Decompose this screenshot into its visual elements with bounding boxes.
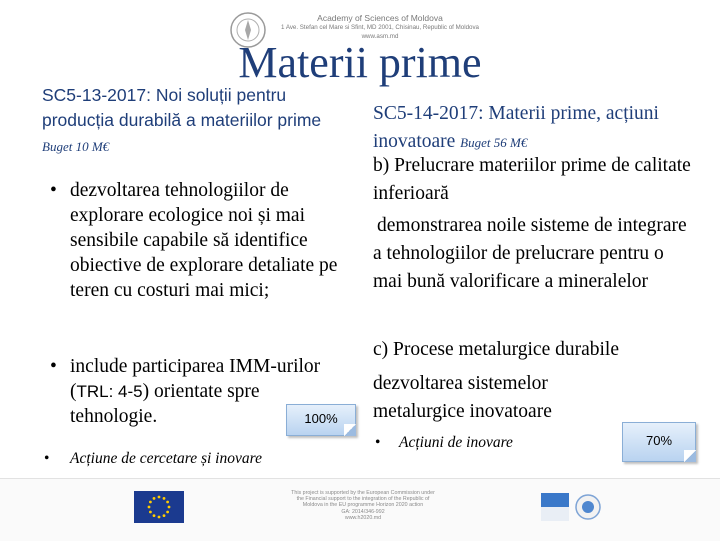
institution-name: Academy of Sciences of Moldova	[317, 13, 443, 23]
right-heading-text: SC5-14-2017: Materii prime, acțiuni inovatoare	[373, 103, 659, 152]
left-bullet-2-part-b: ) orientate spre tehnologie.	[70, 381, 260, 427]
right-b-label: b) Prelucrare materiilor prime de calitate inferioară	[373, 155, 691, 204]
institution-header	[240, 14, 520, 41]
right-heading	[373, 100, 693, 157]
right-budget: Buget 56 M€	[460, 135, 528, 150]
footer-line-5: www.h2020.md	[344, 514, 382, 521]
footer-line-4: GA: 2014/346-992	[341, 508, 385, 515]
left-bullet-3-text: Acțiune de cercetare și inovare	[70, 450, 262, 467]
left-bullet-1-text: dezvoltarea tehnologiilor de explorare ecologice noi și mai sensibile capabile să identifice obiective de explorare detaliate pe teren cu costuri mai mici;	[70, 180, 338, 301]
right-c-text: dezvoltarea sistemelor metalurgice inovatoare	[373, 373, 552, 422]
left-percent: 100%	[304, 411, 338, 426]
footer-line-1: This project is supported by the European Commission under	[291, 490, 435, 496]
partner-logo-icon	[540, 492, 570, 522]
right-b-text: demonstrarea noile sisteme de integrare a tehnologiilor de prelucrare pentru o mai bună valorificare a mineralelor	[373, 215, 687, 292]
footer-line-2: the Financial support to the integration of the Republic of	[296, 496, 430, 503]
bullet-icon: •	[44, 450, 50, 467]
bullet-icon: •	[375, 434, 381, 451]
left-heading-text: SC5-13-2017: Noi soluții pentru producția durabilă a materiilor prime	[42, 85, 322, 130]
right-percent: 70%	[645, 433, 673, 448]
left-bullet-2-part-a: include participarea IMM-urilor (	[70, 356, 321, 402]
callout-fold	[344, 424, 356, 436]
institution-website: www.asm.md	[361, 33, 399, 40]
eu-flag-icon	[134, 491, 184, 523]
right-c-label: c) Procese metalurgice durabile	[373, 339, 619, 360]
callout-fold	[684, 450, 696, 462]
bullet-icon: •	[50, 180, 57, 201]
left-heading	[42, 83, 342, 159]
left-bullet-3	[42, 448, 342, 470]
left-budget: Buget 10 M€	[42, 139, 110, 154]
institution-address: 1 Ave. Stefan cel Mare si Sfint, MD 2001, Chisinau, Republic of Moldova	[281, 24, 479, 31]
footer-text	[268, 490, 458, 521]
right-bullet	[373, 432, 653, 454]
footer-line-3: Moldova in the EU programme Horizon 2020 action	[302, 502, 424, 509]
trl-label: TRL: 4-5	[76, 382, 143, 401]
right-bullet-text: Acțiuni de inovare	[399, 434, 513, 451]
page-title: Materii prime	[238, 38, 482, 87]
partner-seal-icon	[574, 493, 602, 521]
right-percent-callout	[622, 422, 696, 462]
left-percent-callout	[286, 404, 356, 436]
left-bullet-1	[42, 178, 347, 303]
bullet-icon: •	[50, 356, 57, 377]
